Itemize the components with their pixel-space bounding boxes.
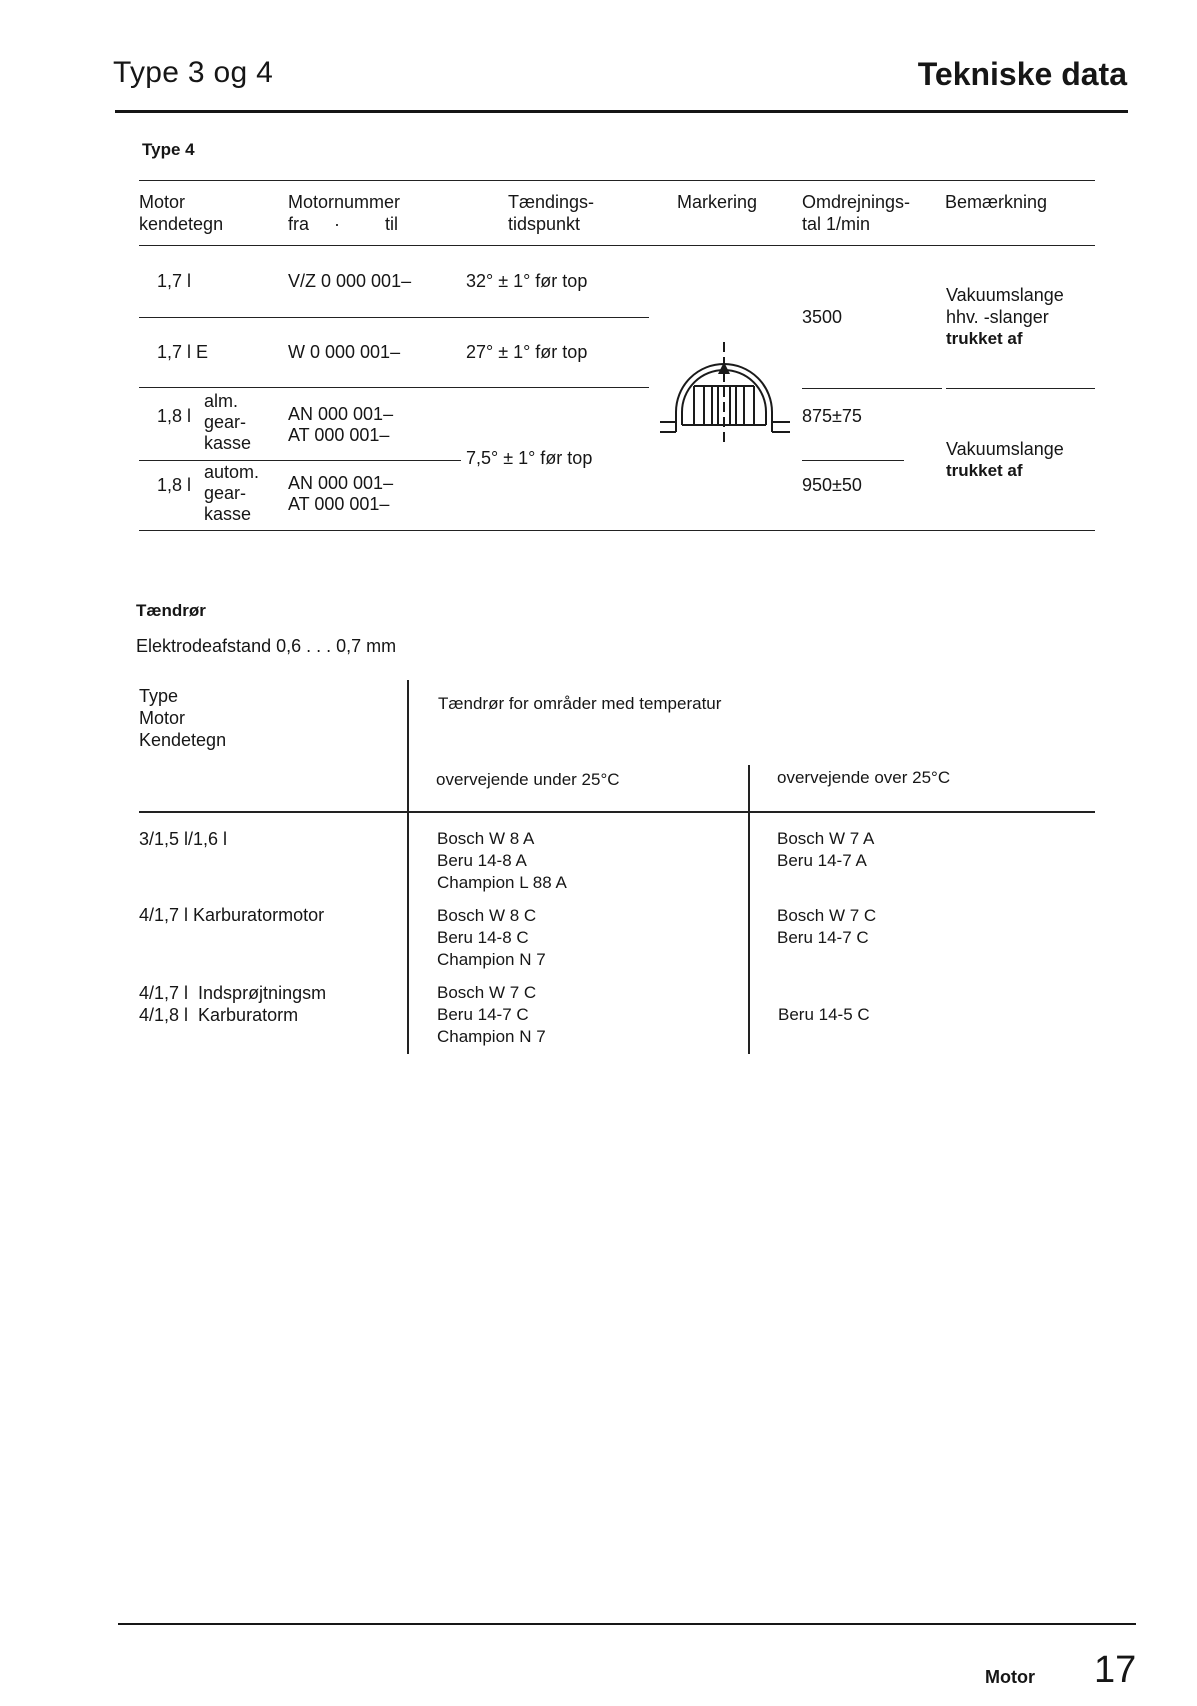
- bemaerkning-r1-line2: hhv. -slanger: [946, 307, 1049, 327]
- page-title-left: Type 3 og 4: [113, 56, 274, 89]
- footer-section: Motor: [985, 1667, 1035, 1687]
- plug-row2-under: Bosch W 8 C Beru 14-8 C Champion N 7: [437, 906, 546, 969]
- table1-bottom-rule: [139, 530, 1095, 531]
- section-title-type4: Type 4: [142, 140, 195, 159]
- table1-top-rule: [139, 180, 1095, 181]
- plug-row1-type: 3/1,5 l/1,6 l: [139, 829, 228, 849]
- row1-taending: 32° ± 1° før top: [466, 271, 588, 291]
- row2-taending: 27° ± 1° før top: [466, 342, 588, 362]
- row3-motornummer: AN 000 001– AT 000 001–: [288, 404, 394, 445]
- page-title-right: Tekniske data: [917, 56, 1127, 92]
- row1-motor: 1,7 l: [157, 271, 192, 291]
- row3-gearbox: alm. gear- kasse: [204, 391, 252, 453]
- col-header-motornummer: Motornummer fra · til: [288, 192, 401, 234]
- bemaerkning-r2-line2: trukket af: [946, 461, 1023, 480]
- row2-rule: [139, 387, 649, 388]
- table1-header-rule: [139, 245, 1095, 246]
- page-number: 17: [1094, 1649, 1137, 1691]
- row3-motor: 1,8 l: [157, 406, 192, 426]
- electrode-gap: Elektrodeafstand 0,6 . . . 0,7 mm: [136, 636, 397, 656]
- col-header-bemaerkning: Bemærkning: [945, 192, 1048, 212]
- header-rule: [115, 110, 1128, 113]
- omdrejning-r1-rule: [802, 388, 942, 389]
- plug-row2-over: Bosch W 7 C Beru 14-7 C: [777, 906, 877, 947]
- row1-motornummer: V/Z 0 000 001–: [288, 271, 412, 291]
- col-header-under25: overvejende under 25°C: [436, 770, 620, 789]
- bemaerkning-r1-rule: [946, 388, 1095, 389]
- col-header-type: Type Motor Kendetegn: [139, 686, 227, 750]
- plug-row1-under: Bosch W 8 A Beru 14-8 A Champion L 88 A: [437, 829, 567, 892]
- col-header-markering: Markering: [677, 192, 758, 212]
- table2-divider-2: [748, 765, 750, 1054]
- row3-rule: [139, 460, 461, 461]
- col-header-over25: overvejende over 25°C: [777, 768, 951, 787]
- row2-motornummer: W 0 000 001–: [288, 342, 401, 362]
- row2-motor: 1,7 l E: [157, 342, 209, 362]
- plug-row3-over: Beru 14-5 C: [778, 1005, 870, 1024]
- plug-row3-type: 4/1,7 l Indsprøjtningsm 4/1,8 l Karburatorm: [139, 983, 327, 1025]
- section-title-taendror: Tændrør: [136, 601, 206, 620]
- footer-rule: [118, 1623, 1136, 1625]
- table2-divider-1: [407, 680, 409, 1054]
- table2-header-rule: [139, 811, 1095, 813]
- omdrejning-r2: 875±75: [802, 406, 862, 426]
- col-header-motor: Motor kendetegn: [139, 192, 224, 234]
- row4-motor: 1,8 l: [157, 475, 192, 495]
- ignition-timing-mark-icon: [660, 340, 790, 448]
- bemaerkning-r2-line1: Vakuumslange: [946, 439, 1064, 459]
- col-header-taending: Tændings- tidspunkt: [508, 192, 595, 234]
- omdrejning-r1: 3500: [802, 307, 843, 327]
- plug-row2-type: 4/1,7 l Karburatormotor: [139, 905, 325, 925]
- plug-row1-over: Bosch W 7 A Beru 14-7 A: [777, 829, 875, 870]
- col-header-temperature: Tændrør for områder med temperatur: [438, 694, 722, 713]
- omdrejning-r3: 950±50: [802, 475, 862, 495]
- row1-rule: [139, 317, 649, 318]
- omdrejning-r2-rule: [802, 460, 904, 461]
- rows34-taending: 7,5° ± 1° før top: [466, 448, 593, 468]
- row4-gearbox: autom. gear- kasse: [204, 462, 260, 524]
- plug-row3-under: Bosch W 7 C Beru 14-7 C Champion N 7: [437, 983, 546, 1046]
- bemaerkning-r1-line1: Vakuumslange: [946, 285, 1064, 305]
- bemaerkning-r1-line3: trukket af: [946, 329, 1023, 348]
- col-header-omdrejning: Omdrejnings- tal 1/min: [802, 192, 911, 234]
- row4-motornummer: AN 000 001– AT 000 001–: [288, 473, 394, 514]
